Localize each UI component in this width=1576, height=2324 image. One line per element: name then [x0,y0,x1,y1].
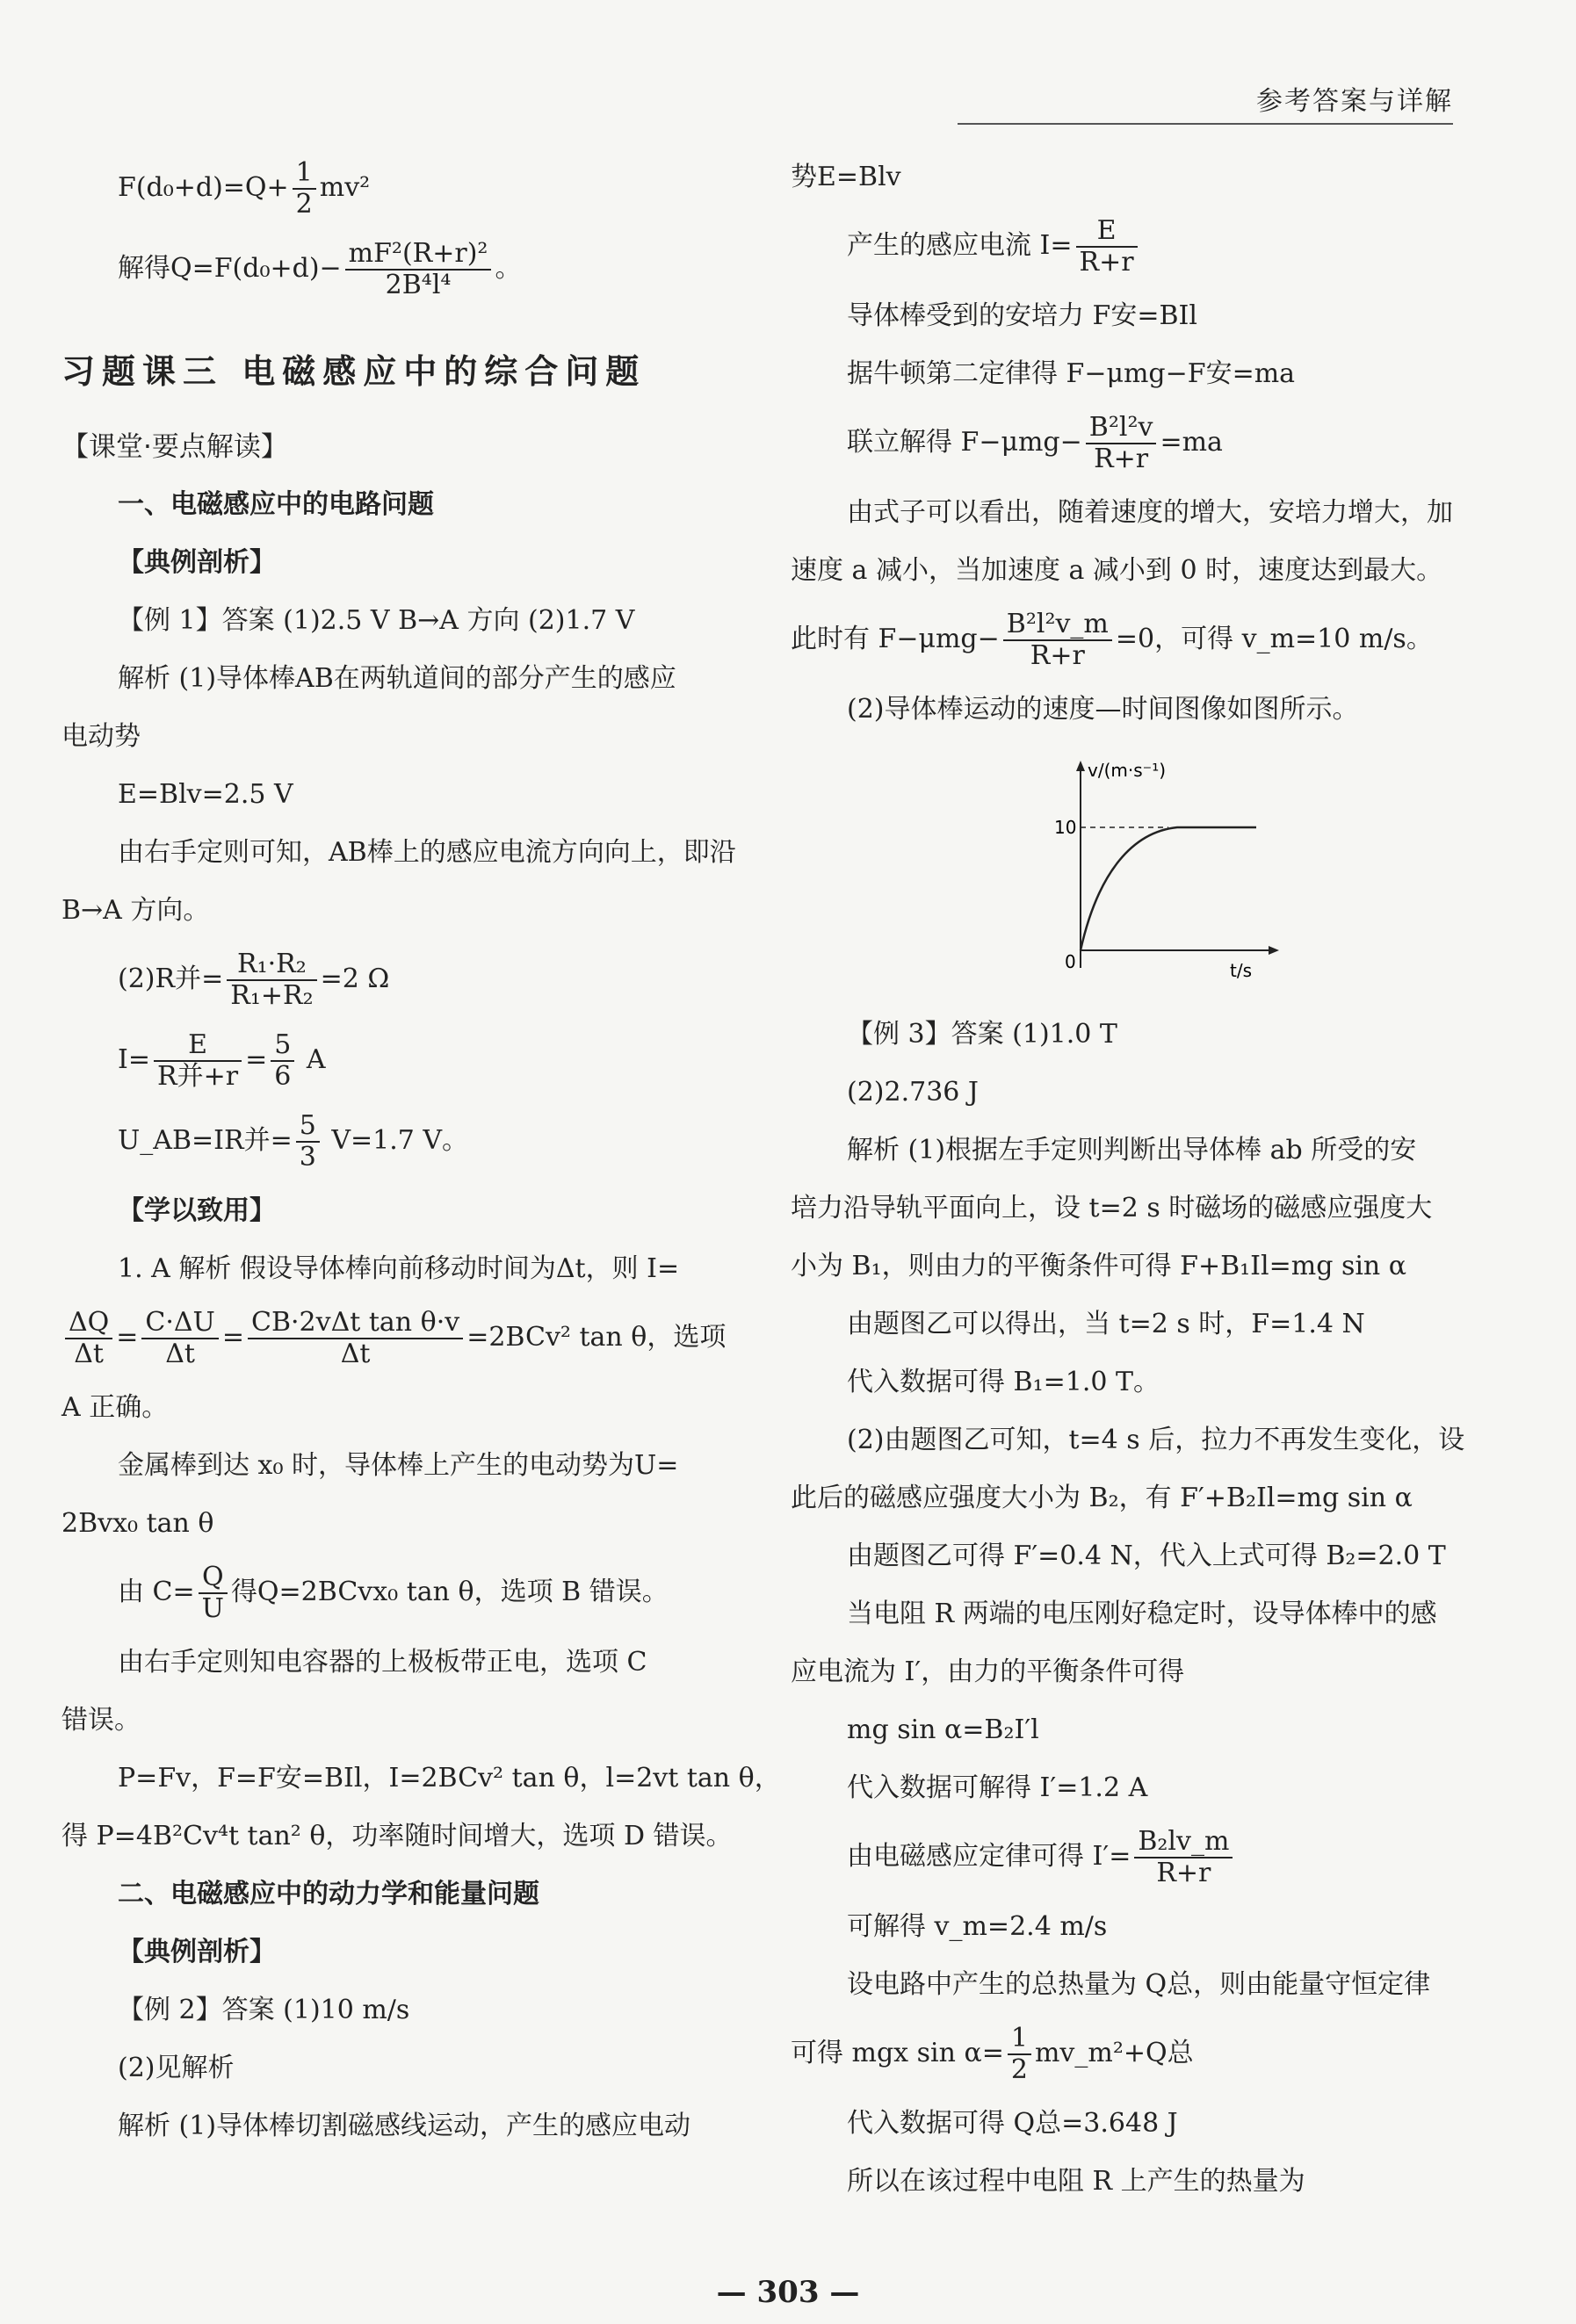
practice-line: 1. A 解析 假设导体棒向前移动时间为Δt，则 I= [118,1253,680,1284]
tag-classroom: 【课堂·要点解读】 [61,431,288,463]
velocity-time-graph [1054,757,1283,985]
example2-line: (2)导体棒运动的速度—时间图像如图所示。 [847,694,1359,725]
example2-line: 速度 a 减小，当加速度 a 减小到 0 时，速度达到最大。 [791,555,1443,586]
example1-line: 解析 (1)导体棒AB在两轨道间的部分产生的感应 [118,663,676,694]
equation-max-speed: 此时有 F−μmg− $\frac{\text{B²l²v\_m}}{R+r}$ =0，可得 v_m=10 m/s。 [791,609,1433,671]
example3-line: 由题图乙可得 F′=0.4 N，代入上式可得 B₂=2.0 T [847,1541,1446,1571]
example3-line: 可解得 v_m=2.4 m/s [847,1911,1108,1942]
equation-current: $\frac{\Delta Q}{\Delta t}$ = $\frac{C\cdot\Delta U}{\Delta t}$ = $\frac{\text{CB·2vΔt tan θ·v}}{\Delta t}$ =2BCv² tan θ，选项 [61,1308,729,1369]
example3-line: 代入数据可得 B₁=1.0 T。 [847,1367,1160,1397]
example2-line: 由式子可以看出，随着速度的增大，安培力增大，加 [847,497,1453,528]
page-header: 参考答案与详解 [1256,86,1453,117]
example2-line: 势E=Blv [791,162,901,192]
equation-energy: F(d₀+d)=Q+ $\frac{1}{2}$ mv² [118,157,371,220]
example3-line: (2)由题图乙可知，t=4 s 后，拉力不再发生变化，设 [847,1425,1465,1455]
example3-line: 代入数据可解得 I′=1.2 A [847,1772,1148,1803]
example2-line: 据牛顿第二定律得 F−μmg−F安=ma [847,358,1296,389]
equation-energy-conservation: 可得 mgx sin α= $\frac{1}{2}$ mv_m²+Q总 [791,2023,1194,2085]
example2-answer: 【例 2】答案 (1)10 m/s [118,1995,410,2025]
header-rule [958,123,1453,125]
practice-line: 得 P=4B²Cv⁴t tan² θ，功率随时间增大，选项 D 错误。 [61,1821,733,1851]
example3-line: 培力沿导轨平面向上，设 t=2 s 时磁场的磁感应强度大 [791,1193,1433,1223]
example3-line: mg sin α=B₂I′l [847,1714,1039,1745]
heading-circuit: 一、电磁感应中的电路问题 [118,489,434,520]
example2-line: (2)见解析 [118,2053,235,2083]
y-axis-arrow [1076,761,1085,771]
equation-u: U_AB=IR并= $\frac{5}{3}$ V=1.7 V。 [118,1110,469,1173]
example2-line: 导体棒受到的安培力 F安=BIl [847,300,1197,331]
example3-line: 设电路中产生的总热量为 Q总，则由能量守恒定律 [847,1969,1431,2000]
practice-line: 错误。 [61,1705,141,1736]
example3-answer: 【例 3】答案 (1)1.0 T [847,1019,1117,1050]
right-column [791,158,1465,2220]
equation-r: (2)R并= $\frac{\text{R₁·R₂}}{\text{R₁+R₂}}$ =2 Ω [118,949,390,1011]
equation-em-law: 由电磁感应定律可得 I′= $\frac{\text{B₂lv\_m}}{R+r}$ [791,1827,1458,1888]
x-axis-label: t/s [1230,960,1252,981]
example1-line: 电动势 [61,721,141,752]
tag-example: 【典例剖析】 [118,547,276,578]
example3-line: 解析 (1)根据左手定则判断出导体棒 ab 所受的安 [847,1135,1417,1166]
example3-line: 代入数据可得 Q总=3.648 J [847,2108,1178,2139]
practice-line: P=Fv，F=F安=BIl，I=2BCv² tan θ，l=2vt tan θ， [118,1763,781,1794]
example1-answer: 【例 1】答案 (1)2.5 V B→A 方向 (2)1.7 V [118,605,635,636]
section-title: 习题课三 电磁感应中的综合问题 [61,352,647,391]
origin-label: 0 [1065,951,1076,972]
tag-practice: 【学以致用】 [118,1195,276,1226]
velocity-curve [1081,827,1256,950]
example3-line: 当电阻 R 两端的电压刚好稳定时，设导体棒中的感 [847,1599,1437,1629]
example1-line: 由右手定则可知，AB棒上的感应电流方向向上，即沿 [118,837,736,868]
equation-capacitor: 由 C= $\frac{Q}{U}$ 得Q=2BCvx₀ tan θ，选项 B 错误。 [118,1562,669,1624]
example2-line: 解析 (1)导体棒切割磁感线运动，产生的感应电动 [118,2111,691,2141]
example3-line: 所以在该过程中电阻 R 上产生的热量为 [847,2166,1305,2197]
x-axis-arrow [1269,946,1279,955]
equation-combined: 联立解得 F−μmg− $\frac{\text{B²l²v}}{R+r}$ =ma [847,412,1223,474]
example3-line: 由题图乙可以得出，当 t=2 s 时，F=1.4 N [847,1309,1365,1339]
example1-line: B→A 方向。 [61,895,210,926]
equation-q: 解得Q=F(d₀+d)− $\frac{\text{mF²(R+r)²}}{\text{2B⁴l⁴}}$ 。 [118,238,522,300]
left-column [61,157,781,2165]
example3-line: 此后的磁感应强度大小为 B₂，有 F′+B₂Il=mg sin α [791,1483,1413,1513]
y-axis-label: v/(m·s⁻¹) [1088,760,1167,781]
example3-line: 小为 B₁，则由力的平衡条件可得 F+B₁Il=mg sin α [791,1251,1407,1281]
equation-induced-current: 产生的感应电流 I= $\frac{E}{R+r}$ [791,216,1458,278]
example3-line: (2)2.736 J [847,1077,979,1108]
page-number: — 303 — [716,2275,860,2310]
practice-line: 由右手定则知电容器的上极板带正电，选项 C [118,1647,647,1678]
tick-label-10: 10 [1054,817,1077,838]
tag-example: 【典例剖析】 [118,1937,276,1967]
practice-line: 2Bvx₀ tan θ [61,1508,214,1539]
heading-dynamics: 二、电磁感应中的动力学和能量问题 [118,1879,539,1909]
equation-i: I= $\frac{E}{\text{R并+r}}$ = $\frac{5}{6}$ A [118,1029,326,1092]
example3-line: 应电流为 I′，由力的平衡条件可得 [791,1656,1185,1687]
example1-line: E=Blv=2.5 V [118,779,293,810]
practice-line: A 正确。 [61,1392,169,1423]
practice-line: 金属棒到达 x₀ 时，导体棒上产生的电动势为U= [118,1450,679,1481]
